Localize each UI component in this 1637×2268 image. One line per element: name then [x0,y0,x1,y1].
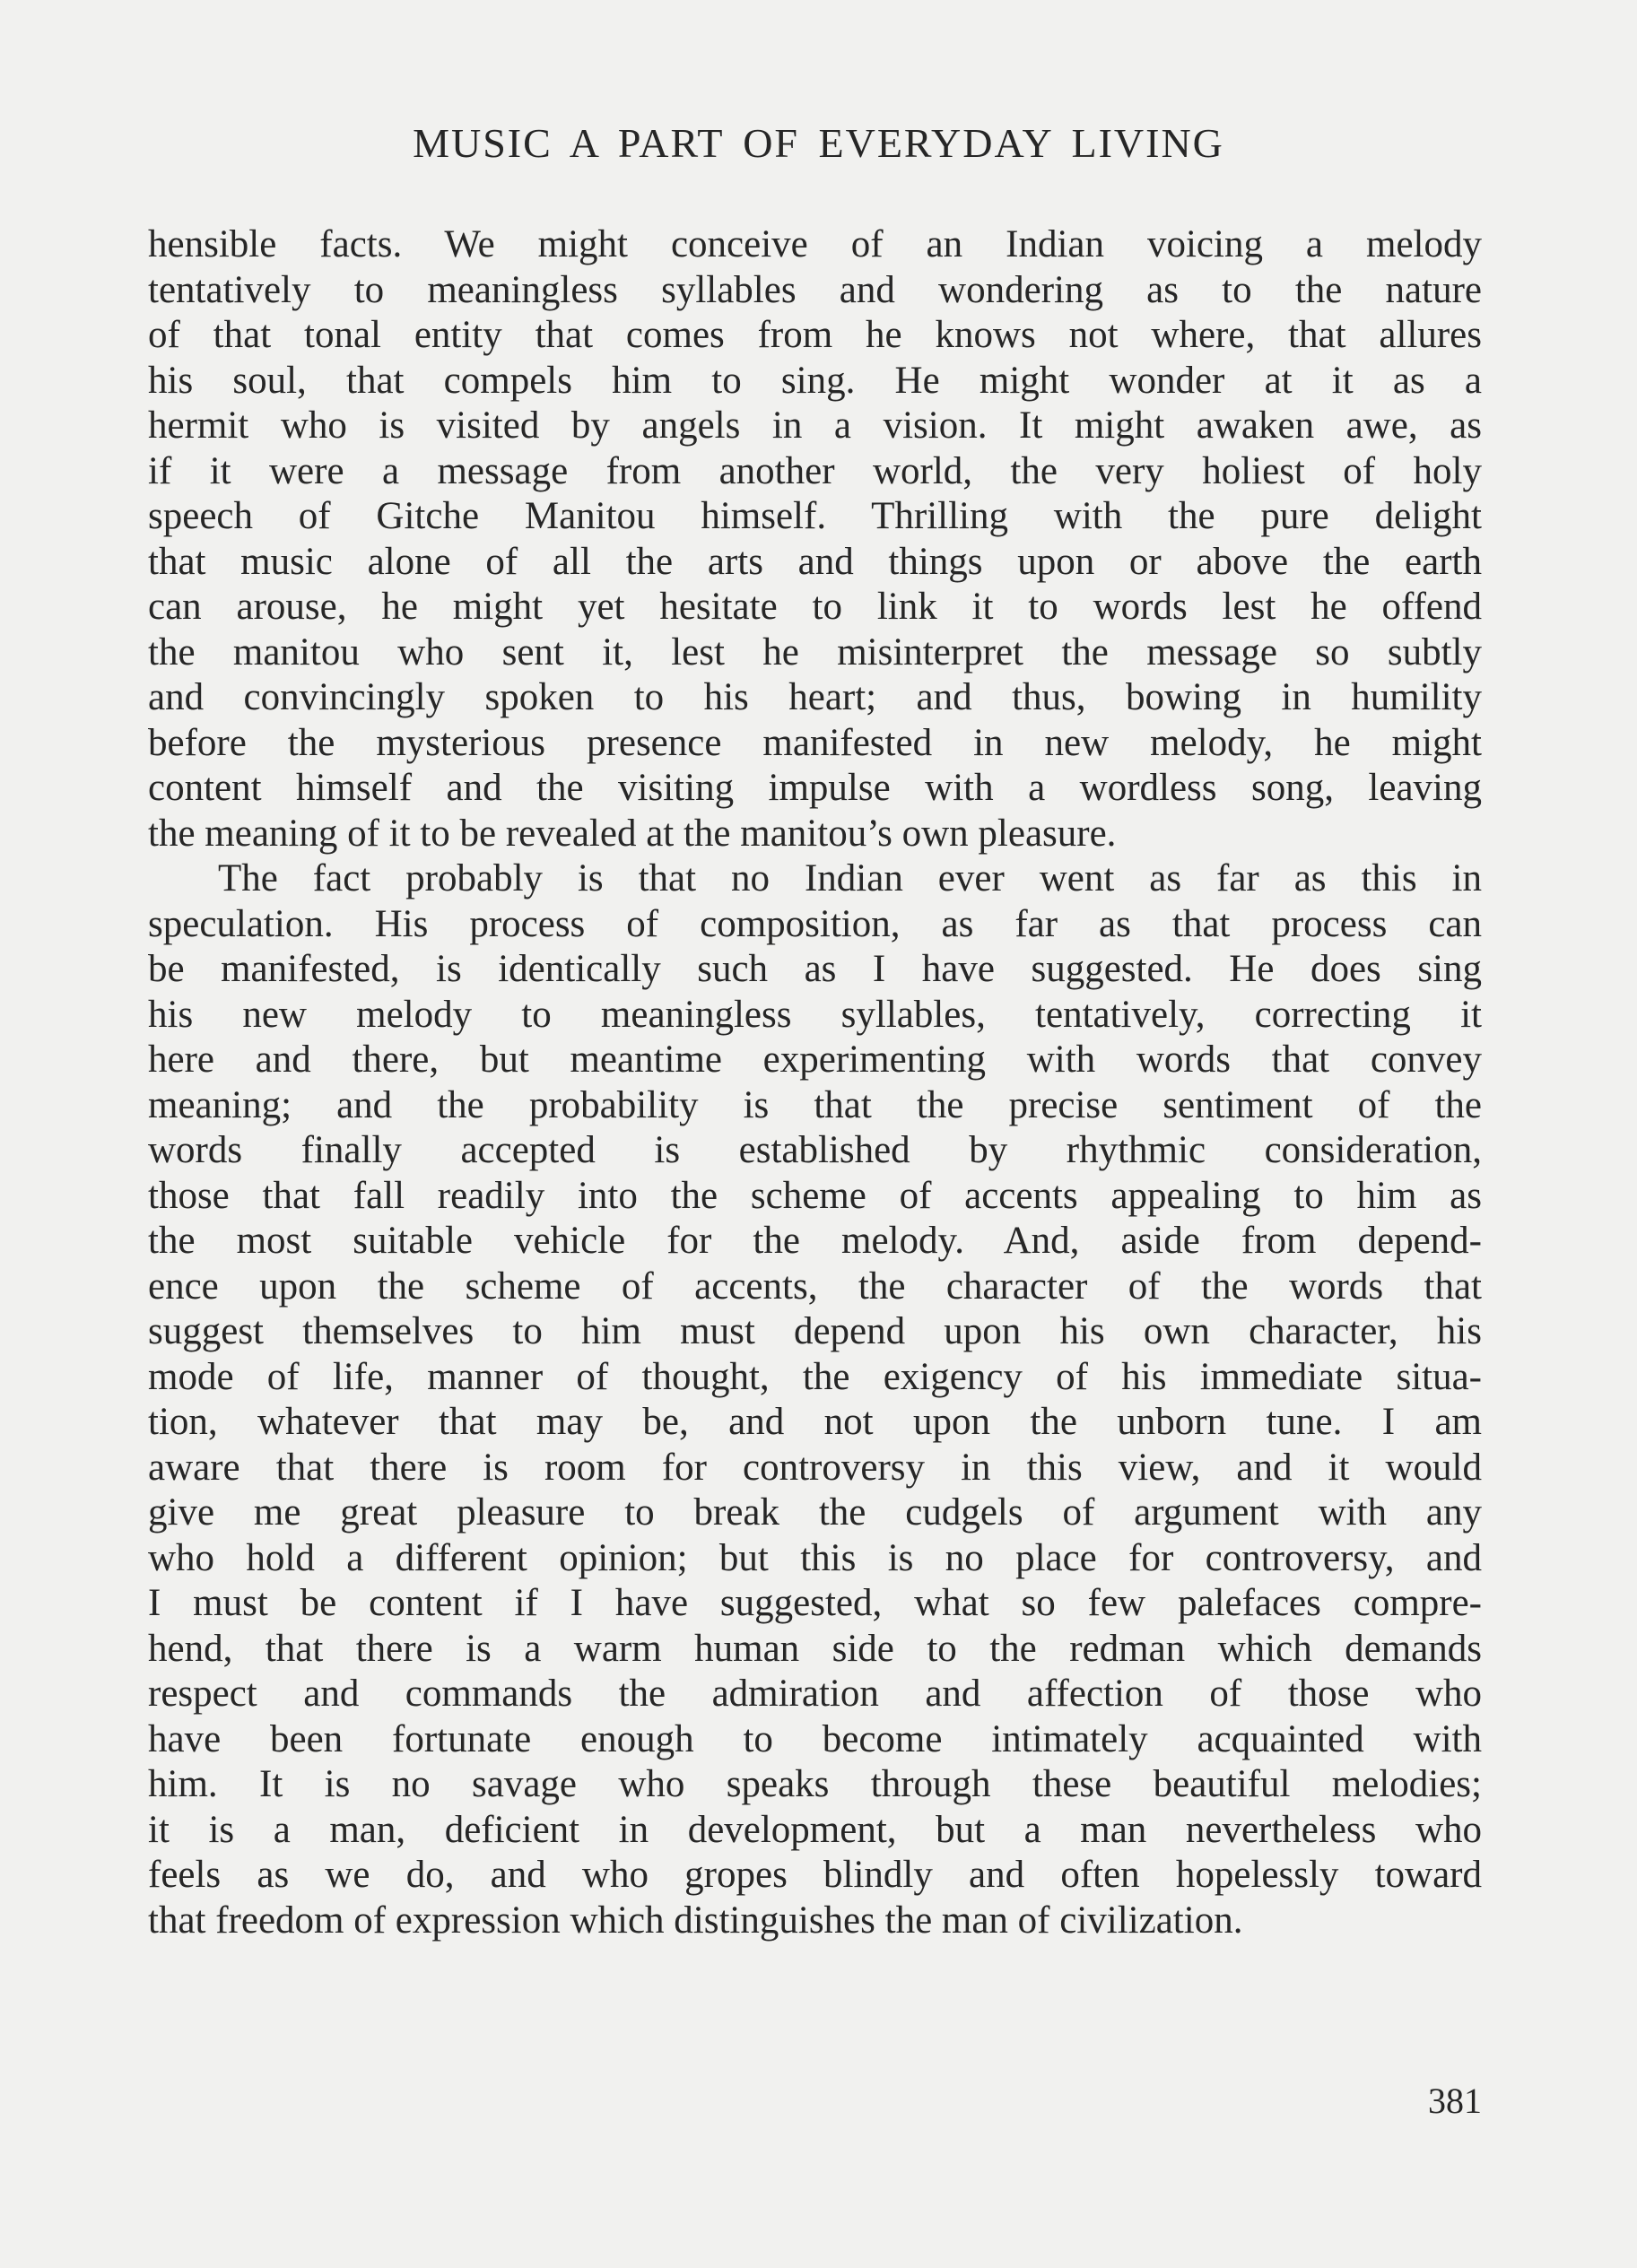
text-line: give me great pleasure to break the cudgels of argument with any [148,1491,1482,1534]
text-line: suggest themselves to him must depend upon his own character, his [148,1310,1482,1352]
text-line: before the mysterious presence manifested in new melody, he might [148,721,1482,764]
text-line: speculation. His process of composition, as far as that process can [148,902,1482,945]
text-line: his new melody to meaningless syllables, tentatively, correcting it [148,993,1482,1036]
text-line: words finally accepted is established by rhythmic consideration, [148,1129,1482,1171]
text-line: of that tonal entity that comes from he knows not where, that allures [148,314,1482,356]
text-line: that music alone of all the arts and things upon or above the earth [148,540,1482,583]
text-line: ence upon the scheme of accents, the character of the words that [148,1264,1482,1308]
paragraph-1 [148,222,1482,856]
text-line: his soul, that compels him to sing. He might wonder at it as a [148,359,1482,402]
page-number: 381 [1428,2081,1482,2121]
paragraph-2 [148,856,1482,1943]
text-line: can arouse, he might yet hesitate to link it to words lest he offend [148,586,1482,628]
text-line: mode of life, manner of thought, the exigency of his immediate situa- [148,1355,1482,1398]
body-text [148,222,1482,1943]
text-line: respect and commands the admiration and affection of those who [148,1673,1482,1715]
text-line: the most suitable vehicle for the melody. And, aside from depend- [148,1220,1482,1262]
text-line: hermit who is visited by angels in a vision. It might awaken awe, as [148,404,1482,447]
text-line: tion, whatever that may be, and not upon the unborn tune. I am [148,1401,1482,1443]
text-line: the meaning of it to be revealed at the manitou’s own pleasure. [148,812,1117,855]
text-line: feels as we do, and who gropes blindly and often hopelessly toward [148,1854,1482,1896]
text-line: and convincingly spoken to his heart; and thus, bowing in humility [148,676,1482,718]
text-line: it is a man, deficient in development, but a man nevertheless who [148,1808,1482,1851]
text-line: aware that there is room for controversy in this view, and it would [148,1446,1482,1489]
running-head: MUSIC A PART OF EVERYDAY LIVING [413,120,1224,166]
text-line: who hold a different opinion; but this is no place for controversy, and [148,1536,1482,1579]
text-line: if it were a message from another world, the very holiest of holy [148,449,1482,492]
text-line: be manifested, is identically such as I have suggested. He does sing [148,948,1482,990]
text-line: hend, that there is a warm human side to the redman which demands [148,1627,1482,1670]
text-line: have been fortunate enough to become intimately acquainted with [148,1717,1482,1760]
text-line: the manitou who sent it, lest he misinterpret the message so subtly [148,630,1482,673]
text-line: I must be content if I have suggested, what so few palefaces compre- [148,1582,1482,1624]
text-line: those that fall readily into the scheme of accents appealing to him as [148,1174,1482,1217]
text-line: here and there, but meantime experimenting with words that convey [148,1038,1482,1081]
text-line: The fact probably is that no Indian ever went as far as this in [218,857,1482,899]
text-line: him. It is no savage who speaks through these beautiful melodies; [148,1763,1482,1805]
text-line: speech of Gitche Manitou himself. Thrilling with the pure delight [148,495,1482,537]
text-line: hensible facts. We might conceive of an Indian voicing a melody [148,223,1482,265]
text-line: that freedom of expression which distinguishes the man of civilization. [148,1899,1243,1942]
text-line: tentatively to meaningless syllables and wondering as to the nature [148,268,1482,311]
text-line: content himself and the visiting impulse with a wordless song, leaving [148,767,1482,809]
text-line: meaning; and the probability is that the precise sentiment of the [148,1083,1482,1126]
